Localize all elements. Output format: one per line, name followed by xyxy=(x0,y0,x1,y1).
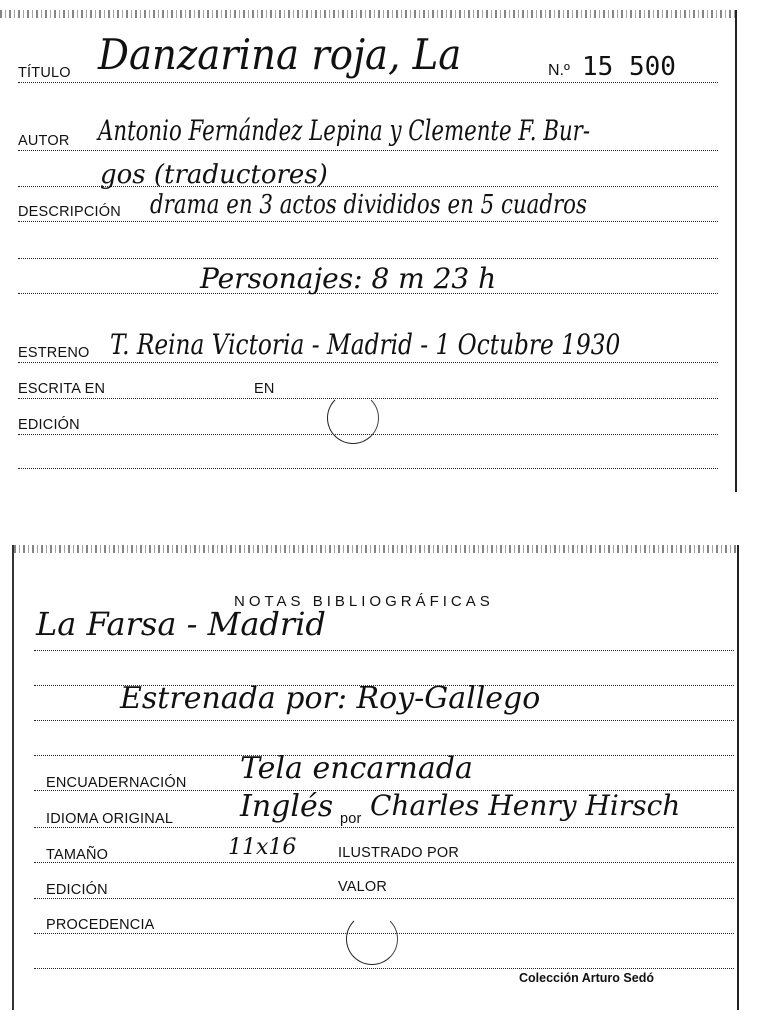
idioma-autor-value: Charles Henry Hirsch xyxy=(370,789,681,822)
rule xyxy=(34,650,734,651)
rule xyxy=(34,862,734,863)
rule xyxy=(34,720,734,721)
personajes-value: Personajes: 8 m 23 h xyxy=(200,262,497,295)
edicion-label: EDICIÓN xyxy=(18,417,80,433)
estreno-label: ESTRENO xyxy=(18,345,90,361)
scan-noise-top xyxy=(14,545,737,553)
idioma-value: Inglés xyxy=(240,789,334,824)
rule xyxy=(34,968,734,969)
descripcion-label: DESCRIPCIÓN xyxy=(18,204,121,220)
tamano-value: 11x16 xyxy=(228,835,297,860)
rule xyxy=(34,898,734,899)
catalog-card-front xyxy=(0,10,737,492)
rule xyxy=(18,221,718,222)
valor-label: VALOR xyxy=(338,879,388,895)
autor-label: AUTOR xyxy=(18,133,70,149)
rule xyxy=(18,82,718,83)
escrita-en-label: ESCRITA EN xyxy=(18,381,106,397)
rule xyxy=(34,827,734,828)
encuadernacion-value: Tela encarnada xyxy=(240,751,473,786)
idioma-label: IDIOMA ORIGINAL xyxy=(46,811,174,827)
rule xyxy=(18,362,718,363)
nota-line1: La Farsa - Madrid xyxy=(36,605,326,643)
en-label: EN xyxy=(254,381,275,397)
numero-value: 15 500 xyxy=(582,52,676,82)
numero-label: N.º xyxy=(548,62,570,79)
descripcion-value: drama en 3 actos divididos en 5 cuadros xyxy=(150,190,587,220)
autor-value-line2: gos (traductores) xyxy=(100,160,328,190)
rule xyxy=(18,468,718,469)
notas-title: NOTAS BIBLIOGRÁFICAS xyxy=(234,593,494,610)
nota-line2: Estrenada por: Roy-Gallego xyxy=(120,681,541,716)
encuadernacion-label: ENCUADERNACIÓN xyxy=(46,775,187,791)
por-label: por xyxy=(340,811,362,827)
punch-hole xyxy=(346,913,398,965)
ilustrado-label: ILUSTRADO POR xyxy=(338,845,460,861)
punch-hole xyxy=(327,392,379,444)
estreno-value: T. Reina Victoria - Madrid - 1 Octubre 1930 xyxy=(110,328,621,361)
rule xyxy=(18,258,718,259)
scan-noise-top xyxy=(0,10,735,18)
catalog-card-back xyxy=(12,545,739,1010)
procedencia-label: PROCEDENCIA xyxy=(46,917,155,933)
edicion-label: EDICIÓN xyxy=(46,882,108,898)
autor-value-line1: Antonio Fernández Lepina y Clemente F. Bur- xyxy=(98,114,591,147)
rule xyxy=(18,150,718,151)
tamano-label: TAMAÑO xyxy=(46,847,109,863)
coleccion-label: Colección Arturo Sedó xyxy=(519,971,654,985)
titulo-label: TÍTULO xyxy=(18,65,71,81)
titulo-value: Danzarina roja, La xyxy=(98,30,462,79)
